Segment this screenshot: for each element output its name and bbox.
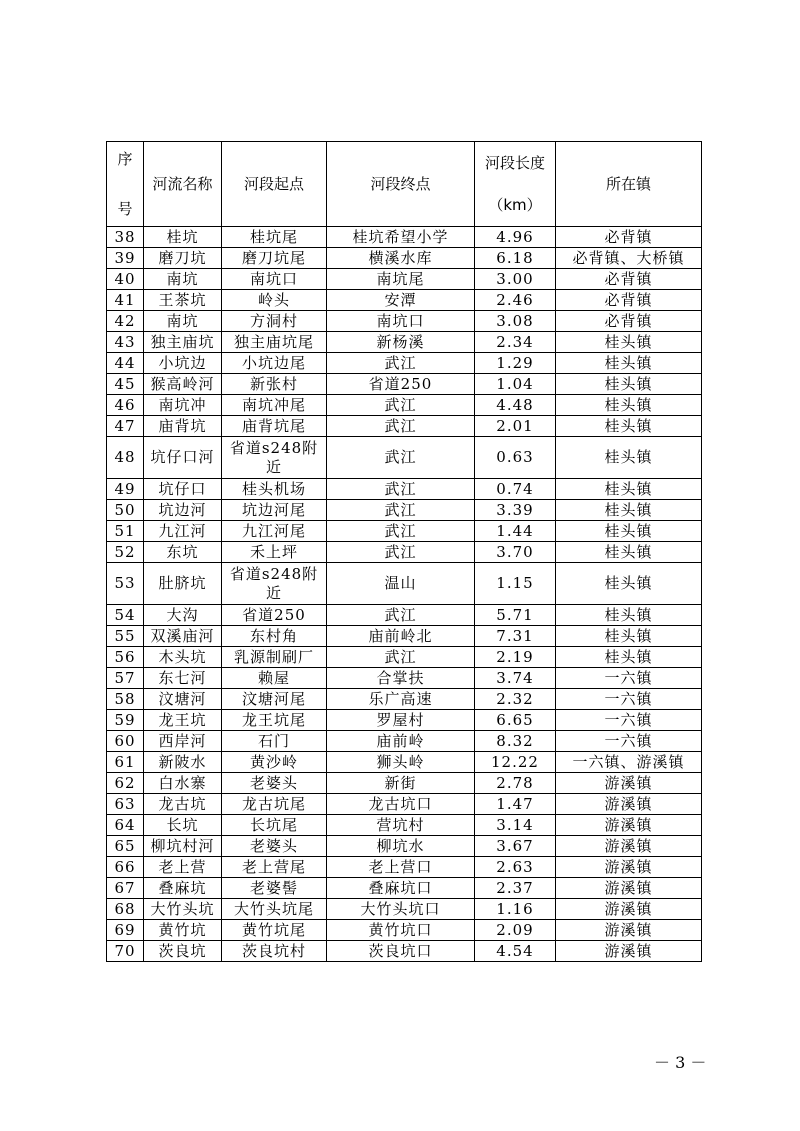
table-row: [107, 941, 702, 962]
cell-segment-start: 磨刀坑尾: [222, 248, 327, 269]
table-row: [107, 626, 702, 647]
cell-river-name: 西岸河: [144, 731, 222, 752]
table-row: [107, 920, 702, 941]
cell-segment-length: 2.34: [475, 332, 556, 353]
cell-town: 游溪镇: [556, 857, 702, 878]
cell-segment-start: 老婆髻: [222, 878, 327, 899]
cell-river-name: 坑仔口: [144, 479, 222, 500]
cell-town: 桂头镇: [556, 353, 702, 374]
cell-segment-start: 独主庙坑尾: [222, 332, 327, 353]
cell-segment-end: 武江: [327, 395, 475, 416]
table-header-row: [107, 142, 702, 227]
cell-segment-length: 3.00: [475, 269, 556, 290]
table-row: [107, 437, 702, 479]
cell-town: 桂头镇: [556, 605, 702, 626]
cell-town: 必背镇: [556, 227, 702, 248]
table-row: [107, 269, 702, 290]
table-row: [107, 605, 702, 626]
cell-segment-end: 狮头岭: [327, 752, 475, 773]
cell-segment-start: 黄沙岭: [222, 752, 327, 773]
cell-segment-end: 省道250: [327, 374, 475, 395]
cell-index: 64: [107, 815, 144, 836]
table-row: [107, 878, 702, 899]
cell-town: 游溪镇: [556, 899, 702, 920]
cell-index: 45: [107, 374, 144, 395]
cell-index: 39: [107, 248, 144, 269]
table-row: [107, 857, 702, 878]
cell-segment-start: 桂坑尾: [222, 227, 327, 248]
table-row: [107, 668, 702, 689]
header-length-label: 河段长度: [484, 154, 545, 172]
cell-segment-length: 2.63: [475, 857, 556, 878]
cell-segment-end: 新杨溪: [327, 332, 475, 353]
cell-index: 63: [107, 794, 144, 815]
cell-segment-end: 大竹头坑口: [327, 899, 475, 920]
cell-index: 52: [107, 542, 144, 563]
cell-segment-start: 东村角: [222, 626, 327, 647]
cell-segment-start: 南坑口: [222, 269, 327, 290]
cell-index: 44: [107, 353, 144, 374]
cell-town: 桂头镇: [556, 626, 702, 647]
cell-segment-end: 武江: [327, 605, 475, 626]
cell-segment-end: 武江: [327, 353, 475, 374]
cell-segment-length: 12.22: [475, 752, 556, 773]
table-row: [107, 227, 702, 248]
cell-river-name: 南坑冲: [144, 395, 222, 416]
cell-river-name: 坑边河: [144, 500, 222, 521]
cell-index: 47: [107, 416, 144, 437]
cell-index: 41: [107, 290, 144, 311]
cell-index: 49: [107, 479, 144, 500]
cell-index: 70: [107, 941, 144, 962]
cell-segment-length: 4.48: [475, 395, 556, 416]
table-row: [107, 731, 702, 752]
cell-segment-end: 乐广高速: [327, 689, 475, 710]
cell-segment-length: 6.65: [475, 710, 556, 731]
cell-segment-length: 3.14: [475, 815, 556, 836]
cell-segment-length: 1.15: [475, 563, 556, 605]
cell-segment-length: 7.31: [475, 626, 556, 647]
cell-town: 桂头镇: [556, 437, 702, 479]
table-body: [107, 227, 702, 962]
table-row: [107, 773, 702, 794]
cell-river-name: 黄竹坑: [144, 920, 222, 941]
cell-segment-start: 省道s248附近: [222, 437, 327, 479]
cell-segment-end: 南坑口: [327, 311, 475, 332]
cell-town: 游溪镇: [556, 878, 702, 899]
cell-river-name: 东坑: [144, 542, 222, 563]
cell-segment-start: 龙古坑尾: [222, 794, 327, 815]
cell-segment-end: 横溪水库: [327, 248, 475, 269]
cell-segment-start: 岭头: [222, 290, 327, 311]
cell-index: 43: [107, 332, 144, 353]
cell-town: 一六镇: [556, 731, 702, 752]
cell-segment-length: 0.74: [475, 479, 556, 500]
cell-segment-start: 石门: [222, 731, 327, 752]
cell-river-name: 大沟: [144, 605, 222, 626]
table-row: [107, 815, 702, 836]
cell-segment-end: 桂坑希望小学: [327, 227, 475, 248]
cell-town: 游溪镇: [556, 836, 702, 857]
cell-segment-start: 大竹头坑尾: [222, 899, 327, 920]
cell-town: 游溪镇: [556, 773, 702, 794]
table-row: [107, 542, 702, 563]
cell-segment-length: 3.67: [475, 836, 556, 857]
cell-segment-length: 1.44: [475, 521, 556, 542]
cell-index: 46: [107, 395, 144, 416]
table-row: [107, 248, 702, 269]
cell-town: 必背镇: [556, 269, 702, 290]
cell-town: 游溪镇: [556, 794, 702, 815]
cell-segment-end: 武江: [327, 416, 475, 437]
table-row: [107, 563, 702, 605]
cell-segment-length: 2.78: [475, 773, 556, 794]
cell-index: 40: [107, 269, 144, 290]
cell-segment-length: 5.71: [475, 605, 556, 626]
table-row: [107, 521, 702, 542]
header-length-unit: （km）: [488, 196, 542, 214]
cell-river-name: 肚脐坑: [144, 563, 222, 605]
header-index: [107, 142, 144, 227]
cell-index: 61: [107, 752, 144, 773]
cell-river-name: 庙背坑: [144, 416, 222, 437]
cell-segment-end: 南坑尾: [327, 269, 475, 290]
cell-river-name: 独主庙坑: [144, 332, 222, 353]
cell-segment-start: 赖屋: [222, 668, 327, 689]
cell-river-name: 猴高岭河: [144, 374, 222, 395]
table-row: [107, 353, 702, 374]
cell-segment-end: 叠麻坑口: [327, 878, 475, 899]
cell-river-name: 大竹头坑: [144, 899, 222, 920]
cell-index: 55: [107, 626, 144, 647]
cell-town: 一六镇: [556, 689, 702, 710]
cell-river-name: 南坑: [144, 311, 222, 332]
table-row: [107, 416, 702, 437]
cell-river-name: 小坑边: [144, 353, 222, 374]
cell-index: 51: [107, 521, 144, 542]
table-row: [107, 479, 702, 500]
header-river-name: 河流名称: [144, 142, 222, 227]
cell-segment-length: 2.01: [475, 416, 556, 437]
cell-river-name: 白水寨: [144, 773, 222, 794]
cell-segment-start: 坑边河尾: [222, 500, 327, 521]
cell-segment-length: 3.08: [475, 311, 556, 332]
cell-town: 一六镇: [556, 668, 702, 689]
cell-segment-end: 武江: [327, 500, 475, 521]
cell-segment-end: 龙古坑口: [327, 794, 475, 815]
cell-town: 必背镇、大桥镇: [556, 248, 702, 269]
cell-segment-length: 0.63: [475, 437, 556, 479]
cell-river-name: 木头坑: [144, 647, 222, 668]
table-row: [107, 500, 702, 521]
cell-segment-end: 柳坑水: [327, 836, 475, 857]
cell-segment-end: 营坑村: [327, 815, 475, 836]
cell-segment-length: 1.47: [475, 794, 556, 815]
cell-segment-length: 2.37: [475, 878, 556, 899]
cell-index: 58: [107, 689, 144, 710]
cell-segment-length: 1.29: [475, 353, 556, 374]
table-row: [107, 794, 702, 815]
cell-index: 57: [107, 668, 144, 689]
cell-river-name: 汶塘河: [144, 689, 222, 710]
cell-town: 必背镇: [556, 311, 702, 332]
cell-index: 66: [107, 857, 144, 878]
cell-segment-start: 省道250: [222, 605, 327, 626]
cell-town: 桂头镇: [556, 332, 702, 353]
cell-index: 59: [107, 710, 144, 731]
cell-river-name: 叠麻坑: [144, 878, 222, 899]
cell-town: 桂头镇: [556, 521, 702, 542]
cell-river-name: 东七河: [144, 668, 222, 689]
cell-segment-length: 2.46: [475, 290, 556, 311]
cell-index: 65: [107, 836, 144, 857]
cell-index: 50: [107, 500, 144, 521]
cell-segment-length: 3.74: [475, 668, 556, 689]
header-segment-length: [475, 142, 556, 227]
cell-segment-start: 禾上坪: [222, 542, 327, 563]
cell-river-name: 王茶坑: [144, 290, 222, 311]
cell-town: 桂头镇: [556, 647, 702, 668]
cell-town: 游溪镇: [556, 815, 702, 836]
cell-town: 必背镇: [556, 290, 702, 311]
cell-segment-length: 2.32: [475, 689, 556, 710]
header-segment-end: 河段终点: [327, 142, 475, 227]
header-index-top: 序: [117, 150, 133, 168]
cell-segment-end: 武江: [327, 647, 475, 668]
cell-river-name: 长坑: [144, 815, 222, 836]
cell-town: 桂头镇: [556, 374, 702, 395]
table-row: [107, 395, 702, 416]
table-row: [107, 689, 702, 710]
table-row: [107, 647, 702, 668]
cell-index: 48: [107, 437, 144, 479]
table-row: [107, 374, 702, 395]
table-row: [107, 752, 702, 773]
header-town: 所在镇: [556, 142, 702, 227]
cell-segment-length: 2.19: [475, 647, 556, 668]
cell-segment-length: 4.54: [475, 941, 556, 962]
table-row: [107, 290, 702, 311]
cell-index: 68: [107, 899, 144, 920]
cell-segment-end: 庙前岭: [327, 731, 475, 752]
cell-river-name: 磨刀坑: [144, 248, 222, 269]
cell-segment-length: 4.96: [475, 227, 556, 248]
cell-segment-start: 九江河尾: [222, 521, 327, 542]
cell-index: 67: [107, 878, 144, 899]
cell-segment-start: 庙背坑尾: [222, 416, 327, 437]
cell-index: 62: [107, 773, 144, 794]
cell-river-name: 南坑: [144, 269, 222, 290]
cell-segment-end: 合掌扶: [327, 668, 475, 689]
river-table: [106, 141, 702, 962]
table-row: [107, 836, 702, 857]
cell-segment-start: 桂头机场: [222, 479, 327, 500]
cell-index: 53: [107, 563, 144, 605]
cell-segment-end: 新街: [327, 773, 475, 794]
cell-index: 60: [107, 731, 144, 752]
cell-segment-end: 温山: [327, 563, 475, 605]
cell-segment-start: 老婆头: [222, 836, 327, 857]
cell-segment-start: 长坑尾: [222, 815, 327, 836]
cell-segment-length: 6.18: [475, 248, 556, 269]
cell-river-name: 茨良坑: [144, 941, 222, 962]
cell-town: 桂头镇: [556, 416, 702, 437]
cell-segment-end: 茨良坑口: [327, 941, 475, 962]
cell-river-name: 龙古坑: [144, 794, 222, 815]
cell-town: 桂头镇: [556, 395, 702, 416]
cell-river-name: 龙王坑: [144, 710, 222, 731]
cell-town: 游溪镇: [556, 941, 702, 962]
cell-segment-start: 南坑冲尾: [222, 395, 327, 416]
cell-segment-length: 1.04: [475, 374, 556, 395]
header-index-bottom: 号: [117, 200, 133, 218]
cell-index: 56: [107, 647, 144, 668]
cell-segment-start: 龙王坑尾: [222, 710, 327, 731]
table-row: [107, 710, 702, 731]
cell-segment-end: 黄竹坑口: [327, 920, 475, 941]
cell-river-name: 柳坑村河: [144, 836, 222, 857]
table-row: [107, 332, 702, 353]
cell-town: 桂头镇: [556, 500, 702, 521]
cell-segment-end: 老上营口: [327, 857, 475, 878]
cell-segment-start: 方洞村: [222, 311, 327, 332]
cell-river-name: 桂坑: [144, 227, 222, 248]
table-row: [107, 899, 702, 920]
cell-town: 游溪镇: [556, 920, 702, 941]
cell-segment-length: 3.70: [475, 542, 556, 563]
cell-river-name: 老上营: [144, 857, 222, 878]
cell-segment-start: 汶塘河尾: [222, 689, 327, 710]
cell-town: 一六镇: [556, 710, 702, 731]
cell-segment-length: 1.16: [475, 899, 556, 920]
cell-segment-start: 省道s248附近: [222, 563, 327, 605]
cell-segment-start: 老婆头: [222, 773, 327, 794]
cell-segment-start: 老上营尾: [222, 857, 327, 878]
cell-segment-start: 新张村: [222, 374, 327, 395]
header-segment-start: 河段起点: [222, 142, 327, 227]
cell-segment-start: 小坑边尾: [222, 353, 327, 374]
cell-river-name: 新陂水: [144, 752, 222, 773]
cell-segment-length: 2.09: [475, 920, 556, 941]
cell-index: 42: [107, 311, 144, 332]
cell-segment-end: 武江: [327, 437, 475, 479]
cell-index: 54: [107, 605, 144, 626]
cell-river-name: 双溪庙河: [144, 626, 222, 647]
cell-river-name: 九江河: [144, 521, 222, 542]
cell-segment-start: 黄竹坑尾: [222, 920, 327, 941]
cell-segment-end: 武江: [327, 521, 475, 542]
cell-town: 一六镇、游溪镇: [556, 752, 702, 773]
cell-town: 桂头镇: [556, 563, 702, 605]
cell-segment-start: 乳源制刷厂: [222, 647, 327, 668]
cell-segment-end: 武江: [327, 479, 475, 500]
cell-segment-end: 罗屋村: [327, 710, 475, 731]
cell-segment-end: 安潭: [327, 290, 475, 311]
cell-segment-end: 武江: [327, 542, 475, 563]
page-number: － 3 －: [654, 1053, 707, 1072]
cell-segment-length: 3.39: [475, 500, 556, 521]
cell-segment-start: 茨良坑村: [222, 941, 327, 962]
cell-index: 69: [107, 920, 144, 941]
cell-segment-end: 庙前岭北: [327, 626, 475, 647]
cell-town: 桂头镇: [556, 479, 702, 500]
cell-river-name: 坑仔口河: [144, 437, 222, 479]
cell-town: 桂头镇: [556, 542, 702, 563]
table-row: [107, 311, 702, 332]
cell-segment-length: 8.32: [475, 731, 556, 752]
cell-index: 38: [107, 227, 144, 248]
